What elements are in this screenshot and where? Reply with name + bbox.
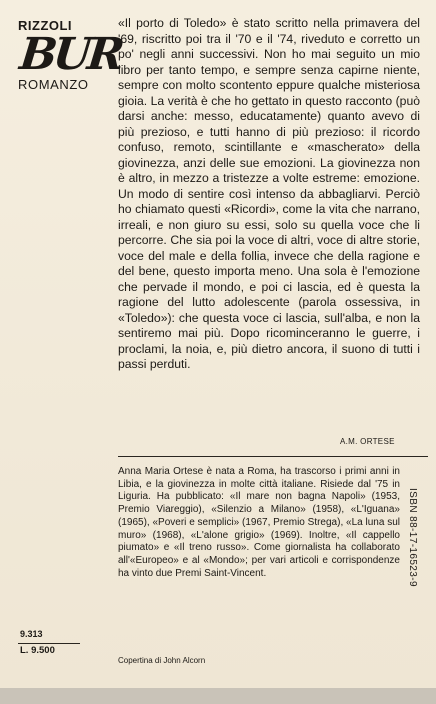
author-blurb: [118, 16, 420, 373]
price-divider: [18, 643, 80, 644]
publisher-name: RIZZOLI: [18, 18, 73, 33]
isbn-code: ISBN 88-17-16523-9: [407, 488, 418, 587]
bio-text: Anna Maria Ortese è nata a Roma, ha trascorso i primi anni in Libia, e la giovinezza in molte città italiane. Risiede dal '75 in Liguria. Ha pubblicato: «Il mare non bagna Napoli» (1953, Premio Viareggio), «Silenzio a Milano» (1958), «L'Iguana» (1965), «Poveri e semplici» (1967, Premio Strega), «La luna sul muro» (1968), «L'alone grigio» (1969). Inoltre, «Il cappello piumato» e «Il treno russo». Come giornalista ha collaborato all'«Europeo» e al «Mondo»; per vari articoli e corrispondenze ha vinto due Premi Saint-Vincent.: [118, 466, 400, 579]
bur-logo: BUR: [17, 29, 123, 80]
cover-credit: Copertina di John Alcorn: [118, 656, 206, 665]
page-edge: [0, 688, 436, 704]
publisher-logo-block: [10, 18, 123, 92]
catalog-number: 9.313: [20, 629, 43, 639]
divider: [118, 456, 428, 457]
price-label: L. 9.500: [20, 645, 55, 656]
author-bio: [118, 466, 400, 580]
blurb-signature: A.M. ORTESE: [340, 437, 395, 446]
series-label: ROMANZO: [18, 77, 89, 92]
blurb-text: «Il porto di Toledo» è stato scritto nella primavera del '69, riscritto poi tra il '70 e il '74, riveduto e corretto un po' negli anni successivi. Non ho mai seguito un mio libro per tanto tempo, e sempre senza capirne niente, sempre con molto scontento eppure qualche misteriosa gioia. La verità è che ho gettato in questo racconto (può darsi anche: messo, educatamente) quanto avevo di più prezioso, e tutti hanno di più prezioso: il ricordo confuso, remoto, scintillante e «mascherato» della giovinezza, anzi delle sue emozioni. La giovinezza non è altro, in mezzo a tristezze a volte estreme: emozione. Un modo di sentire così intenso da abbagliarvi. Perciò ho chiamato questi «Ricordi», come la vita che narrano, irreali, e non giuro su essi, solo su quella voce che li percorre. Che sia poi la voce di altri, voce di altre storie, voce del male e della follia, invece che della ragione e del bene, questo importa meno. Una sola è l'emozione che pervade il mondo, e poi ci lascia, ed è questa la ragione del lutto adolescente (parola ossessiva, in «Toledo»): che questa voce ci lascia, sull'alba, e non la sentiremo mai più. Dopo ricominceranno le guerre, i proclami, la noia, e, più dietro ancora, il suono di tutti i passi perduti.: [118, 16, 420, 371]
